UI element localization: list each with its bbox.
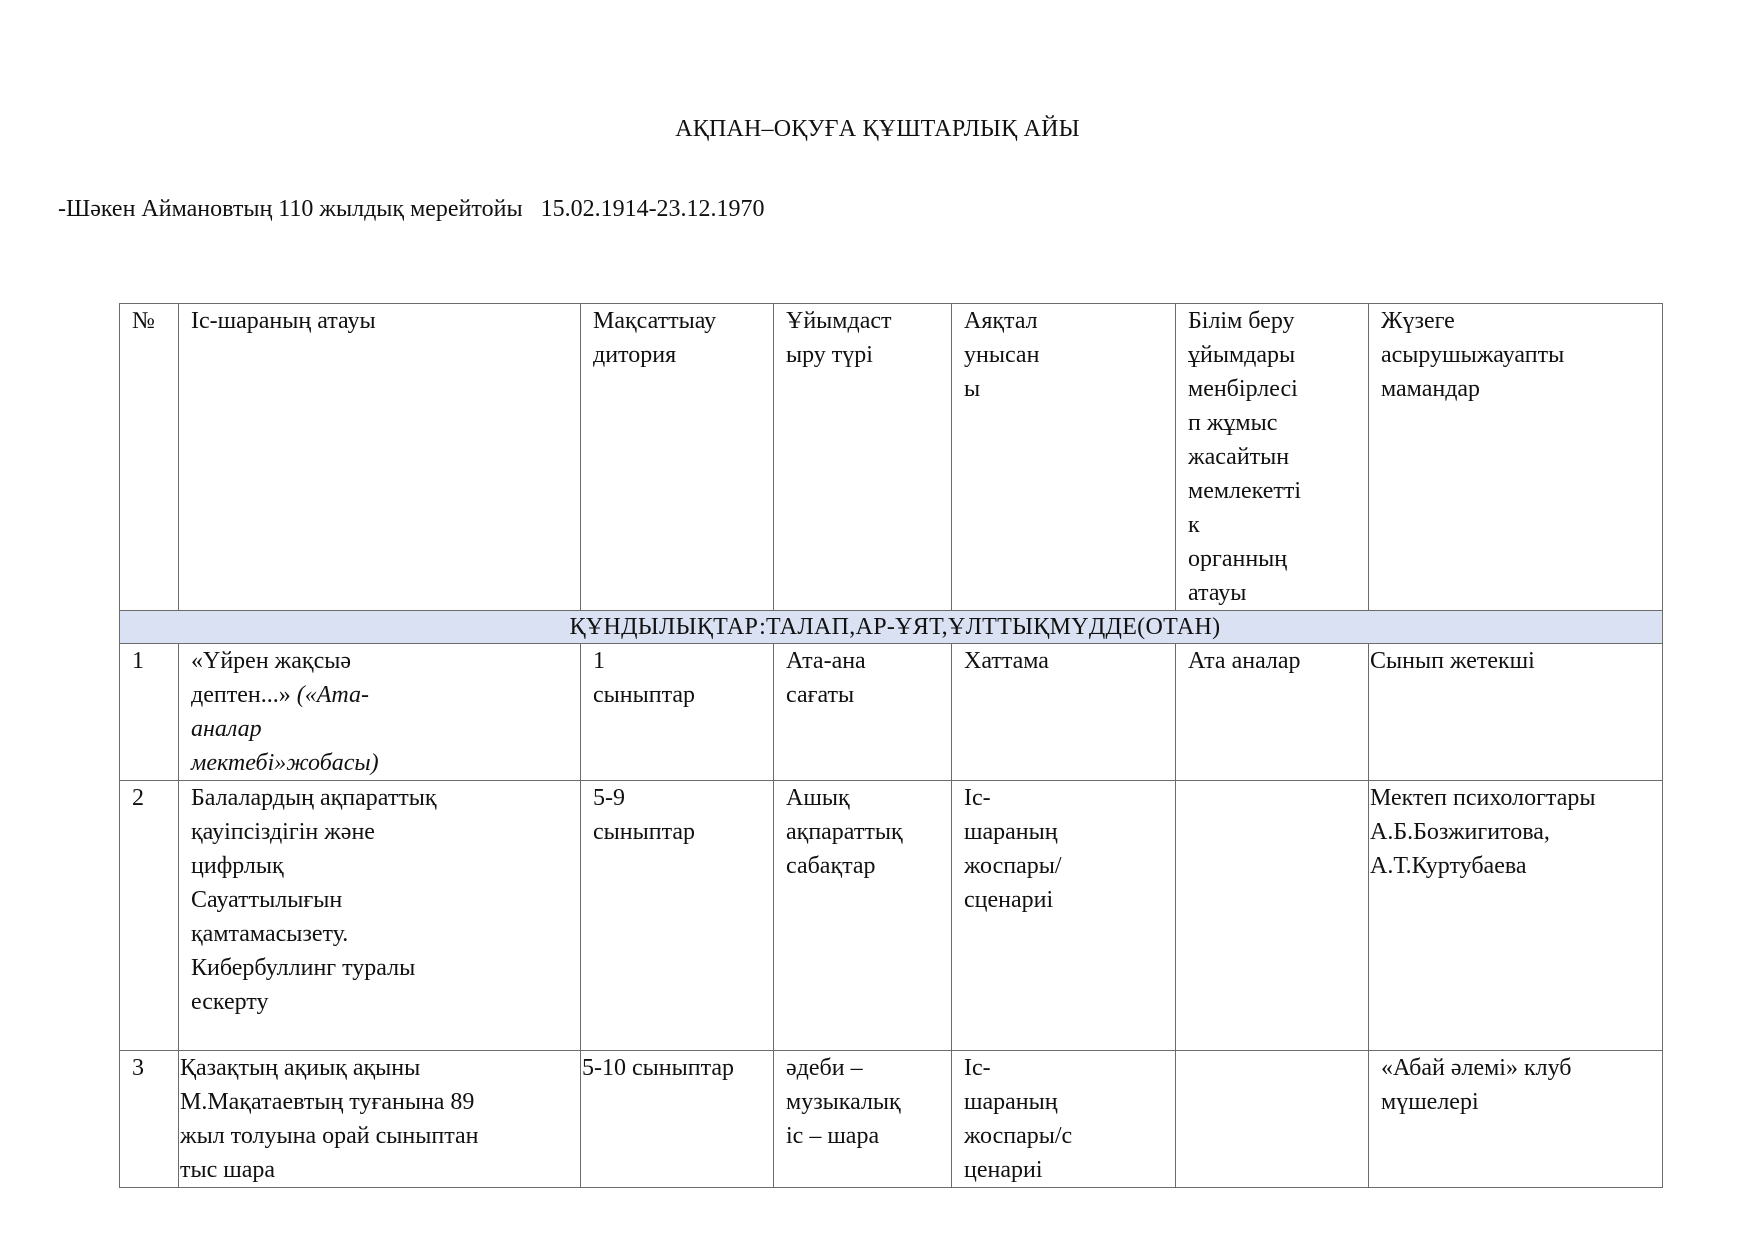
row-partner [1176, 1051, 1369, 1188]
event-name-note: («Ата- аналар мектебі»жобасы) [191, 682, 379, 776]
header-number: № [120, 304, 179, 611]
row-result: Хаттама [952, 644, 1176, 781]
events-plan-table [119, 303, 1663, 1188]
document-title: АҚПАН–ОҚУҒА ҚҰШТАРЛЫҚ АЙЫ [675, 116, 1080, 142]
row-number: 1 [120, 644, 179, 781]
header-event-name: Іс-шараның атауы [179, 304, 581, 611]
table-row [120, 1051, 1663, 1188]
header-form: Ұйымдаст ыру түрі [774, 304, 952, 611]
row-responsible: Сынып жетекші [1369, 644, 1663, 781]
row-event-name: Балалардың ақпараттық қауіпсіздігін және цифрлық Сауаттылығын қамтамасызету. Кибербуллинг туралы ескерту [179, 781, 581, 1051]
section-row [120, 611, 1663, 644]
row-form: Ашық ақпараттық сабақтар [774, 781, 952, 1051]
row-form: Ата-ана сағаты [774, 644, 952, 781]
section-values-label: ҚҰНДЫЛЫҚТАР:ТАЛАП,АР-ҰЯТ,ҰЛТТЫҚМҮДДЕ(ОТАН) [120, 611, 1663, 644]
row-audience: 1 сыныптар [581, 644, 774, 781]
table-row [120, 781, 1663, 1051]
row-form: әдеби – музыкалық іс – шара [774, 1051, 952, 1188]
row-partner [1176, 781, 1369, 1051]
row-event-name: Қазақтың ақиық ақыны М.Мақатаевтың туғанына 89 жыл толуына орай сыныптан тыс шара [179, 1051, 581, 1188]
row-number: 2 [120, 781, 179, 1051]
row-responsible: «Абай әлемі» клуб мүшелері [1369, 1051, 1663, 1188]
row-result: Іс- шараның жоспары/ сценариі [952, 781, 1176, 1051]
row-audience: 5-9 сыныптар [581, 781, 774, 1051]
header-audience: Мақсаттыау дитория [581, 304, 774, 611]
document-subtitle: -Шәкен Аймановтың 110 жылдық мерейтойы 15.02.1914-23.12.1970 [58, 196, 765, 222]
row-responsible: Мектеп психологтары А.Б.Бозжигитова, А.Т.Куртубаева [1369, 781, 1663, 1051]
row-partner: Ата аналар [1176, 644, 1369, 781]
event-name-text: «Үйрен жақсыә дептен...» [191, 648, 351, 708]
row-audience: 5-10 сыныптар [581, 1051, 774, 1188]
row-event-name [179, 644, 581, 781]
table-row [120, 644, 1663, 781]
row-number: 3 [120, 1051, 179, 1188]
header-result: Аяқтал унысан ы [952, 304, 1176, 611]
header-responsible: Жүзеге асырушыжауапты мамандар [1369, 304, 1663, 611]
row-result: Іс- шараның жоспары/с ценариі [952, 1051, 1176, 1188]
header-partner-organization: Білім беру ұйымдары менбірлесі п жұмыс жасайтын мемлекетті к органның атауы [1176, 304, 1369, 611]
table-header-row [120, 304, 1663, 611]
